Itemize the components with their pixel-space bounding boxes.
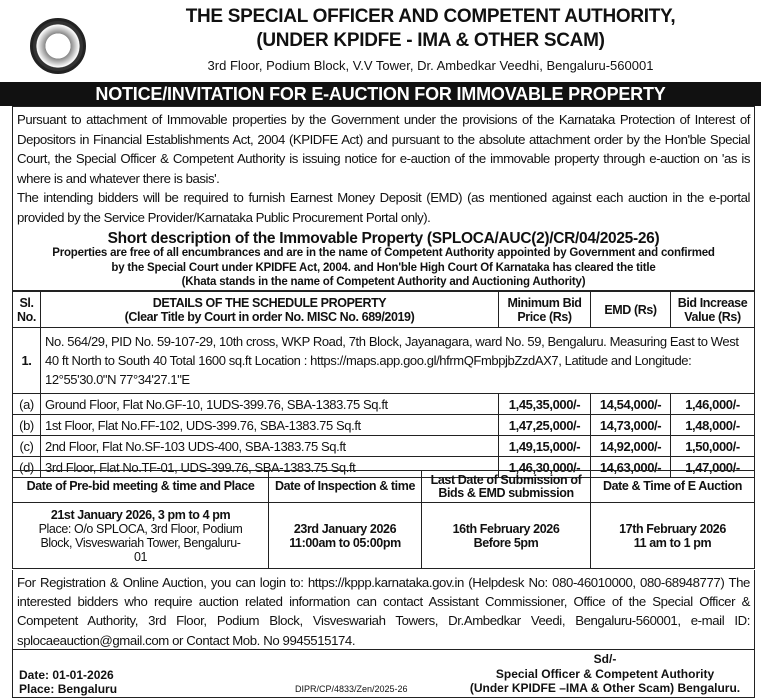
row-sl: (b)	[13, 415, 41, 436]
main-property-description: No. 564/29, PID No. 59-107-29, 10th cross, WKP Road, 7th Block, Jayanagara, ward No. 59, Bengaluru. Measuring East to West 40 ft North to South 40 Total 1600 sq.ft Location : https://maps.app.goo.gl/hfrmQFmbpjbZzdAX7, Latitude and Longitude: 12°55'30.0"N 77°34'27.1"E	[41, 328, 755, 394]
notice-footer	[12, 650, 755, 698]
prebid-date: 21st January 2026, 3 pm to 4 pm	[50, 507, 231, 522]
row-emd: 14,73,000/-	[591, 415, 671, 436]
row-emd: 14,63,000/-	[591, 457, 671, 478]
row-bid-increase: 1,50,000/-	[671, 436, 755, 457]
title-note-line: (Khata stands in the name of Competent Authority and Auctioning Authority)	[181, 276, 586, 288]
header-details	[41, 292, 499, 328]
header-prebid: Date of Pre-bid meeting & time and Place	[13, 471, 269, 503]
header-details-line: (Clear Title by Court in order No. MISC No. 689/2019)	[124, 309, 415, 324]
row-min-bid: 1,47,25,000/-	[499, 415, 591, 436]
property-row	[13, 415, 755, 436]
intro-section	[12, 106, 755, 246]
signatory-title: Special Officer & Competent Authority	[495, 666, 715, 681]
title-note-line: by the Special Court under KPIDFE Act, 2004. and Hon'ble High Court Of Karnataka has cleared the title	[111, 261, 656, 274]
registration-info: For Registration & Online Auction, you can login to: https://kppp.karnataka.gov.in (Helpdesk No: 080-46010000, 080-68948777) The interested bidders who require auction related information can contact Assistant Commissioner, Office of the Special Officer & Competent Authority, 3rd Floor, Podium Block, Visveswariah Towers, Dr.Ambedkar Veedi, Bengaluru-560001, e-mail ID: splocaeauction@gmail.com or Contact Mob. No 9945515174.	[12, 570, 755, 650]
footer-date: Date: 01-01-2026	[19, 668, 114, 682]
notice-title: NOTICE/INVITATION FOR E-AUCTION FOR IMMOVABLE PROPERTY	[0, 82, 761, 106]
footer-left	[19, 668, 117, 696]
prebid-place: Place: O/o SPLOCA, 3rd Floor, Podium Block, Visveswariah Tower, Bengaluru-01	[38, 521, 243, 564]
prebid-cell	[13, 503, 269, 569]
inspection-cell	[269, 503, 422, 569]
karnataka-emblem-logo	[30, 18, 86, 74]
row-min-bid: 1,46,30,000/-	[499, 457, 591, 478]
header-emd: EMD (Rs)	[591, 292, 671, 328]
row-sl: (a)	[13, 394, 41, 415]
submission-date: 16th February 2026	[452, 521, 560, 536]
row-emd: 14,54,000/-	[591, 394, 671, 415]
authority-subtitle: (UNDER KPIDFE - IMA & OTHER SCAM)	[256, 30, 605, 51]
auction-cell	[591, 503, 755, 569]
dipr-reference: DIPR/CP/4833/Zen/2025-26	[295, 684, 408, 694]
inspection-time: 11:00am to 05:00pm	[289, 535, 401, 550]
row-sl: (d)	[13, 457, 41, 478]
short-description-heading: Short description of the Immovable Property (SPLOCA/AUC(2)/CR/04/2025-26)	[107, 229, 660, 247]
header-auction: Date & Time of E Auction	[591, 471, 755, 503]
header-sl-no: Sl. No.	[13, 292, 41, 328]
inspection-date: 23rd January 2026	[293, 521, 397, 536]
dates-table	[12, 470, 755, 569]
row-bid-increase: 1,47,000/-	[671, 457, 755, 478]
intro-paragraph-1: Pursuant to attachment of Immovable properties by the Government under the provisions of the Karnataka Protection of Interest of Depositors in Financial Establishments Act, 2004 (KPIDFE Act) and pursuant to the absolute attachment order by the Hon'ble Special Court, the Special Officer & Competent Authority is issuing notice for e-auction of the immovable property through e-auction on 'as is where is and whatever there is basis'.	[17, 112, 750, 186]
signatory-block	[460, 652, 750, 696]
property-table	[12, 291, 755, 478]
row-description: Ground Floor, Flat No.GF-10, 1UDS-399.76, SBA-1383.75 Sq.ft	[41, 394, 499, 415]
header-inspection: Date of Inspection & time	[269, 471, 422, 503]
row-description: 2nd Floor, Flat No.SF-103 UDS-400, SBA-1383.75 Sq.ft	[41, 436, 499, 457]
row-emd: 14,92,000/-	[591, 436, 671, 457]
row-sl: (c)	[13, 436, 41, 457]
header-submission: Last Date of Submission of Bids & EMD submission	[422, 471, 591, 503]
signatory-subtitle: (Under KPIDFE –IMA & Other Scam) Bengaluru.	[469, 681, 741, 695]
signature-sd: Sd/-	[593, 652, 617, 666]
property-row	[13, 394, 755, 415]
auction-date: 17th February 2026	[619, 521, 726, 536]
row-description: 1st Floor, Flat No.FF-102, UDS-399.76, SBA-1383.75 Sq.ft	[41, 415, 499, 436]
property-row	[13, 436, 755, 457]
main-sl: 1.	[13, 328, 41, 394]
auction-time: 11 am to 1 pm	[633, 535, 712, 550]
footer-place: Place: Bengaluru	[19, 682, 118, 696]
header-details-line: DETAILS OF THE SCHEDULE PROPERTY	[152, 295, 387, 310]
intro-paragraph-2: The intending bidders will be required to furnish Earnest Money Deposit (EMD) (as mentioned against each auction in the e-portal provided by the Service Provider/Karnataka Public Procurement Portal only).	[17, 190, 750, 225]
row-min-bid: 1,49,15,000/-	[499, 436, 591, 457]
header-bid-increase: Bid Increase Value (Rs)	[671, 292, 755, 328]
notice-header	[0, 0, 761, 80]
row-bid-increase: 1,48,000/-	[671, 415, 755, 436]
authority-title: THE SPECIAL OFFICER AND COMPETENT AUTHORITY,	[185, 6, 676, 27]
authority-address: 3rd Floor, Podium Block, V.V Tower, Dr. Ambedkar Veedhi, Bengaluru-560001	[207, 58, 654, 73]
row-min-bid: 1,45,35,000/-	[499, 394, 591, 415]
submission-cell	[422, 503, 591, 569]
row-description: 3rd Floor, Flat No.TF-01, UDS-399.76, SBA-1383.75 Sq.ft	[41, 457, 499, 478]
title-note-line: Properties are free of all encumbrances and are in the name of Competent Authority appointed by Government and confirmed	[52, 247, 715, 259]
header-min-bid: Minimum Bid Price (Rs)	[499, 292, 591, 328]
title-note	[12, 244, 755, 291]
submission-time: Before 5pm	[473, 535, 539, 550]
row-bid-increase: 1,46,000/-	[671, 394, 755, 415]
